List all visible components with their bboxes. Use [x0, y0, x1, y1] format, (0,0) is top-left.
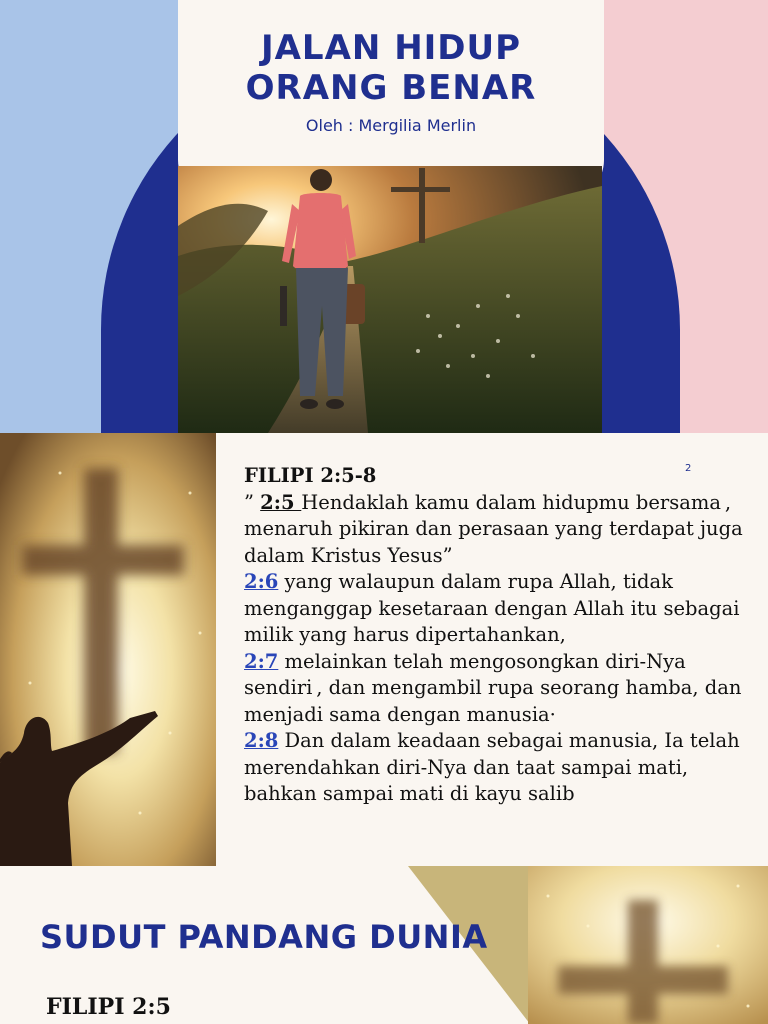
verse-link-2-8[interactable]: 2:8 — [244, 729, 279, 752]
verse-2-8 — [244, 728, 754, 808]
section-subtitle: FILIPI 2:5 — [46, 994, 171, 1020]
man-walking-to-cross-photo — [178, 166, 602, 433]
verse-text-2-5: Hendaklah kamu dalam hidupmu bersama , menaruh pikiran dan perasaan yang terdapat juga dalam Kristus Yesus” — [244, 490, 743, 567]
verse-2-6 — [244, 569, 754, 649]
page-number: 2 — [685, 463, 692, 474]
verse-2-5 — [244, 490, 754, 570]
verse-link-2-5[interactable]: 2:5 — [260, 490, 302, 514]
section-slide — [0, 866, 768, 1024]
cross-worship-photo — [0, 433, 216, 866]
author-byline: Oleh : Mergilia Merlin — [305, 116, 477, 135]
scripture-passage — [244, 463, 754, 808]
scripture-slide — [0, 433, 768, 866]
open-quote: ” — [244, 490, 261, 514]
title-line-2: ORANG BENAR — [245, 68, 537, 108]
slide-title — [178, 28, 604, 108]
verse-link-2-7[interactable]: 2:7 — [244, 649, 279, 673]
verse-2-7 — [244, 649, 754, 729]
cross-light-photo — [528, 866, 768, 1024]
section-title: SUDUT PANDANG DUNIA — [40, 918, 488, 956]
verse-text-2-7: melainkan telah mengosongkan diri-Nya sendiri , dan mengambil rupa seorang hamba, dan menjadi sama dengan manusia· — [244, 649, 742, 726]
verse-link-2-6[interactable]: 2:6 — [244, 570, 279, 593]
title-slide — [0, 0, 768, 433]
verse-text-2-6: yang walaupun dalam rupa Allah, tidak menganggap kesetaraan dengan Allah itu sebagai milik yang harus dipertahankan, — [244, 570, 740, 646]
verse-text-2-8: Dan dalam keadaan sebagai manusia, Ia telah merendahkan diri-Nya dan taat sampai mati, bahkan sampai mati di kayu salib — [244, 729, 740, 805]
scripture-heading: FILIPI 2:5-8 — [244, 464, 377, 487]
title-line-1: JALAN HIDUP — [260, 28, 522, 68]
